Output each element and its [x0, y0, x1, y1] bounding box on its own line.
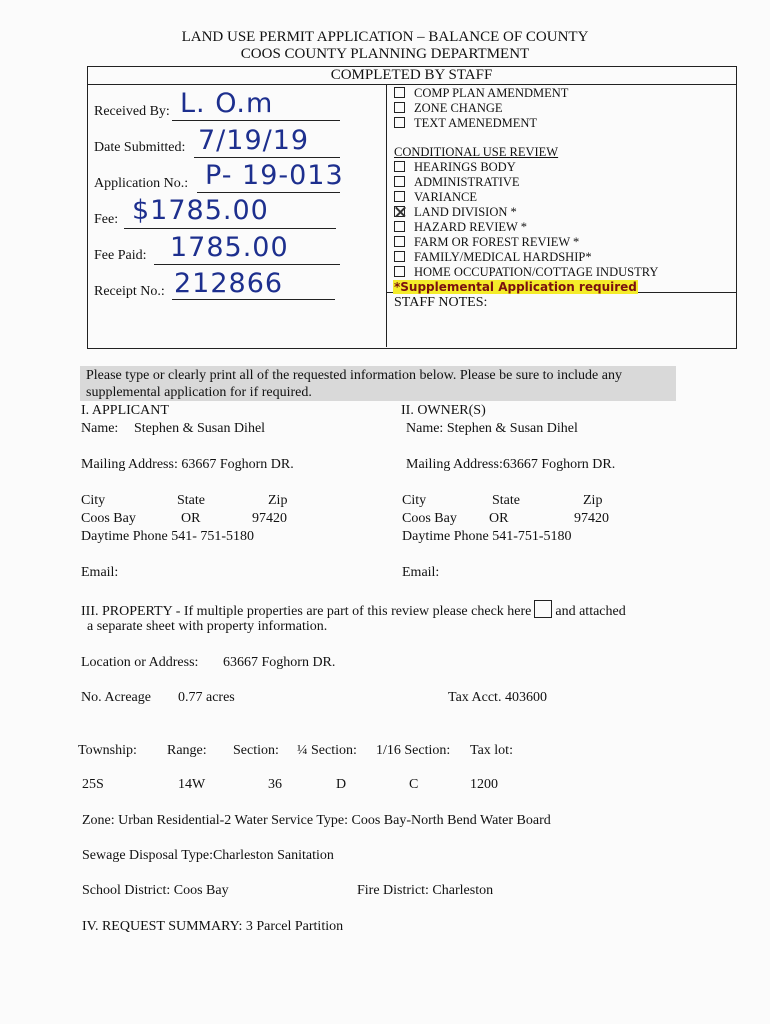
- property-heading: III. PROPERTY - If multiple properties are part of this review please check here and attached: [81, 600, 626, 620]
- quarter-section-value[interactable]: D: [336, 777, 347, 792]
- fee-paid-label: Fee Paid:: [94, 248, 147, 263]
- quarter-section-label: ¼ Section:: [297, 743, 357, 758]
- owner-city[interactable]: Coos Bay: [402, 511, 457, 526]
- fee-value: $1785.00: [132, 195, 269, 226]
- applicant-email[interactable]: Email:: [81, 565, 119, 580]
- option-farm-forest[interactable]: FARM OR FOREST REVIEW *: [394, 235, 658, 250]
- applicant-city[interactable]: Coos Bay: [81, 511, 136, 526]
- date-submitted-value: 7/19/19: [198, 125, 310, 156]
- department-title: COOS COUNTY PLANNING DEPARTMENT: [240, 46, 530, 62]
- conditional-use-heading: CONDITIONAL USE REVIEW: [394, 145, 559, 159]
- received-by-line: [172, 120, 340, 121]
- staff-box-title: COMPLETED BY STAFF: [330, 67, 493, 83]
- application-no-line: [197, 192, 340, 193]
- receipt-no-label: Receipt No.:: [94, 284, 165, 299]
- property-heading-line-2: a separate sheet with property information.: [87, 619, 328, 634]
- option-comp-plan[interactable]: COMP PLAN AMENDMENT: [394, 86, 568, 101]
- checkbox-icon[interactable]: [394, 176, 405, 187]
- staff-box-divider: [87, 84, 736, 85]
- checked-checkbox-icon[interactable]: [394, 206, 405, 217]
- request-summary[interactable]: IV. REQUEST SUMMARY: 3 Parcel Partition: [82, 919, 344, 934]
- instructions-line-1: Please type or clearly print all of the requested information below. Please be sure to include any: [86, 368, 622, 383]
- applicant-zip[interactable]: 97420: [252, 511, 287, 526]
- applicant-name-label: Name:: [81, 421, 119, 436]
- location-label: Location or Address:: [81, 655, 199, 670]
- fee-paid-line: [154, 264, 340, 265]
- checkbox-icon[interactable]: [394, 191, 405, 202]
- applicant-zip-label: Zip: [268, 493, 288, 508]
- acreage-label: No. Acreage: [81, 690, 151, 705]
- checkbox-icon[interactable]: [394, 161, 405, 172]
- owner-mailing[interactable]: Mailing Address:63667 Foghorn DR.: [406, 457, 616, 472]
- owner-zip-label: Zip: [583, 493, 603, 508]
- tax-lot-label: Tax lot:: [470, 743, 513, 758]
- tax-account[interactable]: Tax Acct. 403600: [448, 690, 547, 705]
- owner-email[interactable]: Email:: [402, 565, 440, 580]
- school-district[interactable]: School District: Coos Bay: [82, 883, 229, 898]
- range-label: Range:: [167, 743, 207, 758]
- applicant-phone[interactable]: Daytime Phone 541- 751-5180: [81, 529, 255, 544]
- owner-state[interactable]: OR: [489, 511, 509, 526]
- range-value[interactable]: 14W: [178, 777, 206, 792]
- date-submitted-label: Date Submitted:: [94, 140, 186, 155]
- option-hearings-body[interactable]: HEARINGS BODY: [394, 160, 658, 175]
- sixteenth-section-value[interactable]: C: [409, 777, 419, 792]
- option-land-division[interactable]: LAND DIVISION *: [394, 205, 658, 220]
- checkbox-icon[interactable]: [394, 221, 405, 232]
- township-label: Township:: [78, 743, 137, 758]
- date-submitted-line: [194, 157, 340, 158]
- checkbox-icon[interactable]: [394, 251, 405, 262]
- application-no-value: P- 19-013: [205, 160, 344, 191]
- sixteenth-section-label: 1/16 Section:: [376, 743, 451, 758]
- supplemental-note: *Supplemental Application required: [394, 280, 637, 294]
- receipt-no-value: 212866: [174, 268, 284, 299]
- option-zone-change[interactable]: ZONE CHANGE: [394, 101, 568, 116]
- checkbox-icon[interactable]: [394, 87, 405, 98]
- fee-paid-value: 1785.00: [170, 232, 289, 263]
- receipt-no-line: [172, 299, 335, 300]
- option-text-amendment[interactable]: TEXT AMENEDMENT: [394, 116, 568, 131]
- top-options: [394, 86, 568, 131]
- sewage-disposal[interactable]: Sewage Disposal Type:Charleston Sanitation: [82, 848, 334, 863]
- option-family-medical[interactable]: FAMILY/MEDICAL HARDSHIP*: [394, 250, 658, 265]
- received-by-value: L. O.m: [180, 88, 274, 119]
- location-value[interactable]: 63667 Foghorn DR.: [223, 655, 336, 670]
- owner-phone[interactable]: Daytime Phone 541-751-5180: [402, 529, 572, 544]
- applicant-heading: I. APPLICANT: [81, 403, 169, 418]
- checkbox-icon[interactable]: [394, 117, 405, 128]
- applicant-state[interactable]: OR: [181, 511, 201, 526]
- applicant-name-value[interactable]: Stephen & Susan Dihel: [134, 421, 266, 436]
- owner-name[interactable]: Name: Stephen & Susan Dihel: [406, 421, 578, 436]
- township-value[interactable]: 25S: [82, 777, 104, 792]
- checkbox-icon[interactable]: [394, 236, 405, 247]
- checkbox-icon[interactable]: [394, 102, 405, 113]
- applicant-city-label: City: [81, 493, 106, 508]
- option-administrative[interactable]: ADMINISTRATIVE: [394, 175, 658, 190]
- checkbox-icon[interactable]: [394, 266, 405, 277]
- owner-city-label: City: [402, 493, 427, 508]
- received-by-label: Received By:: [94, 104, 170, 119]
- tax-lot-value[interactable]: 1200: [470, 777, 498, 792]
- owner-heading: II. OWNER(S): [401, 403, 486, 418]
- fee-label: Fee:: [94, 212, 119, 227]
- application-no-label: Application No.:: [94, 176, 189, 191]
- section-value[interactable]: 36: [268, 777, 282, 792]
- staff-notes-label: STAFF NOTES:: [394, 295, 488, 310]
- option-hazard-review[interactable]: HAZARD REVIEW *: [394, 220, 658, 235]
- owner-zip[interactable]: 97420: [574, 511, 609, 526]
- instructions-line-2: supplemental application for if required.: [86, 385, 312, 400]
- section-label: Section:: [233, 743, 279, 758]
- applicant-mailing[interactable]: Mailing Address: 63667 Foghorn DR.: [81, 457, 294, 472]
- applicant-state-label: State: [177, 493, 205, 508]
- form-title: LAND USE PERMIT APPLICATION – BALANCE OF COUNTY: [181, 29, 589, 45]
- fee-line: [124, 228, 336, 229]
- option-home-occupation[interactable]: HOME OCCUPATION/COTTAGE INDUSTRY: [394, 265, 658, 280]
- owner-state-label: State: [492, 493, 520, 508]
- multiple-properties-checkbox[interactable]: [534, 600, 552, 618]
- acreage-value[interactable]: 0.77 acres: [178, 690, 235, 705]
- staff-box-column-divider: [386, 84, 387, 347]
- zone-water-line[interactable]: Zone: Urban Residential-2 Water Service Type: Coos Bay-North Bend Water Board: [82, 813, 551, 828]
- option-variance[interactable]: VARIANCE: [394, 190, 658, 205]
- fire-district[interactable]: Fire District: Charleston: [357, 883, 494, 898]
- conditional-options: [394, 160, 658, 280]
